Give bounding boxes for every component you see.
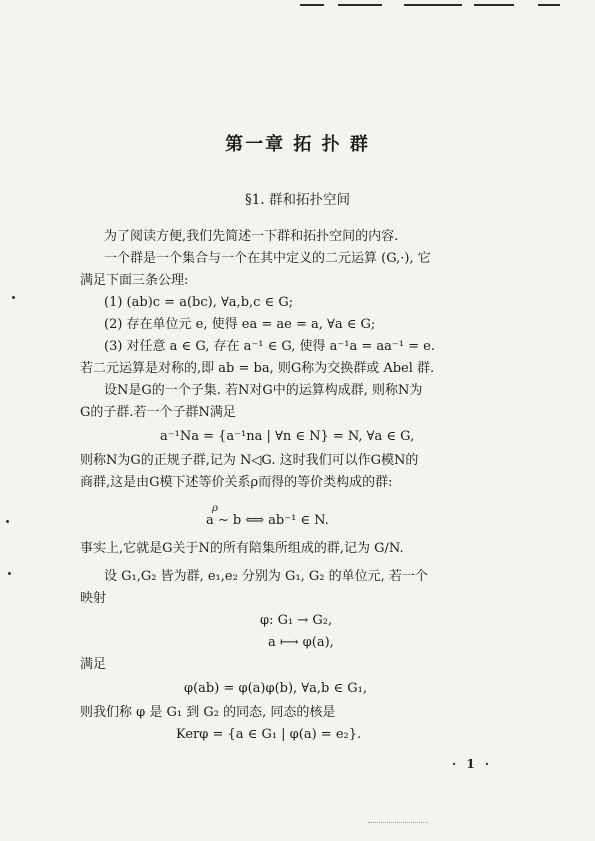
paragraph-line: G的子群.若一个子群N满足 [80, 405, 236, 420]
margin-speck [12, 296, 15, 299]
paragraph-line: 事实上,它就是G关于N的所有陪集所组成的群,记为 G/N. [80, 541, 404, 556]
equivalence-formula: a ∼ b ⟺ ab⁻¹ ∈ N. [206, 513, 329, 528]
map-formula: φ: G₁ → G₂, [260, 613, 333, 628]
paragraph-line: 则称N为G的正规子群,记为 N◁G. 这时我们可以作G模N的 [80, 453, 419, 468]
chapter-title: 第一章 拓 扑 群 [225, 134, 370, 155]
paragraph-line: 则我们称 φ 是 G₁ 到 G₂ 的同态, 同态的核是 [80, 705, 336, 720]
bottom-speck [368, 822, 428, 824]
page-number: · 1 · [452, 757, 493, 771]
normal-subgroup-formula: a⁻¹Na = {a⁻¹na | ∀n ∈ N} = N, ∀a ∈ G, [160, 429, 415, 444]
paragraph-line: 设 G₁,G₂ 皆为群, e₁,e₂ 分别为 G₁, G₂ 的单位元, 若一个 [104, 569, 428, 584]
axiom-1: (1) (ab)c = a(bc), ∀a,b,c ∈ G; [104, 295, 294, 310]
axiom-3: (3) 对任意 a ∈ G, 存在 a⁻¹ ∈ G, 使得 a⁻¹a = aa⁻¹ = e. [104, 339, 435, 354]
homomorphism-formula: φ(ab) = φ(a)φ(b), ∀a,b ∈ G₁, [184, 681, 367, 696]
relation-symbol-label: ρ [212, 503, 218, 514]
section-title: §1. 群和拓扑空间 [245, 192, 350, 208]
top-edge-marks [0, 0, 595, 12]
paragraph-line: 一个群是一个集合与一个在其中定义的二元运算 (G,·), 它 [104, 251, 431, 266]
margin-speck [8, 572, 11, 575]
map-formula: a ⟼ φ(a), [268, 635, 334, 650]
kernel-formula: Kerφ = {a ∈ G₁ | φ(a) = e₂}. [176, 727, 362, 742]
margin-speck [6, 520, 9, 523]
paragraph-line: 商群,这是由G模下述等价关系ρ而得的等价类构成的群: [80, 475, 393, 490]
paragraph-line: 为了阅读方便,我们先简述一下群和拓扑空间的内容. [104, 229, 399, 244]
paragraph-line: 满足下面三条公理: [80, 273, 189, 288]
axiom-2: (2) 存在单位元 e, 使得 ea = ae = a, ∀a ∈ G; [104, 317, 376, 332]
paragraph-line: 满足 [80, 657, 107, 672]
paragraph-line: 若二元运算是对称的,即 ab = ba, 则G称为交换群或 Abel 群. [80, 361, 435, 376]
paragraph-line: 设N是G的一个子集. 若N对G中的运算构成群, 则称N为 [104, 383, 423, 398]
paragraph-line: 映射 [80, 591, 107, 606]
